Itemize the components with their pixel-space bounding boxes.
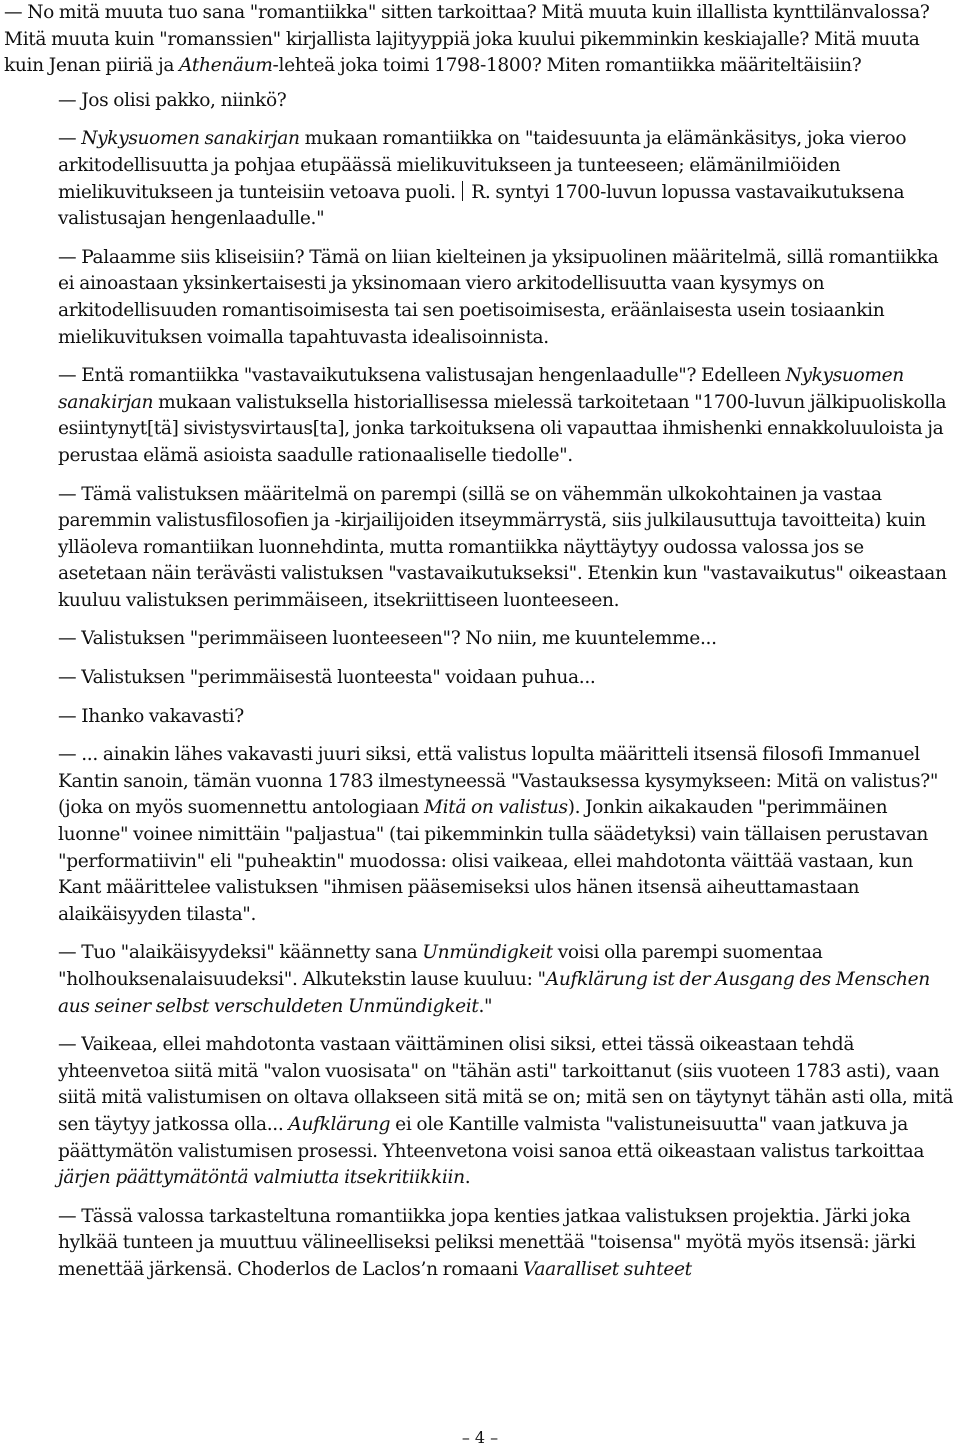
paragraph: — Valistuksen "perimmäisestä luonteesta" voidaan puhua... (58, 667, 596, 689)
italic-term: Unmündigkeit (422, 942, 553, 964)
paragraph: — Tuo "alaikäisyydeksi" käännetty sana Unmündigkeit voisi olla parempi suomentaa "holhouksenalaisuudeksi". Alkutekstin lause kuuluu: "Aufklärung ist der Ausgang des Menschen aus seiner selbst verschuldeten Unmündigkeit." (58, 942, 930, 1017)
paragraph: — Valistuksen "perimmäiseen luonteeseen"? No niin, me kuuntelemme... (58, 628, 717, 650)
italic-title: Vaaralliset suhteet (522, 1258, 692, 1280)
italic-term: Nykysuomen sanakirjan (81, 128, 300, 150)
paragraph: — ... ainakin lähes vakavasti juuri siksi, että valistus lopulta määritteli itsensä filosofi Immanuel Kantin sanoin, tämän vuonna 1783 ilmestyneessä "Vastauksessa kysymykseen: Mitä on valistus?" (joka on myös suomennettu antologiaan Mitä on valistus). Jonkin aikakauden "perimmäinen luonne" voinee nimittäin "paljastua" (tai pikemminkin tulla säädetyksi) vain tällaisen perustavan "performatiivin" eli "puheaktin" muodossa: olisi vaikeaa, ellei mahdotonta väittää vastaan, kun Kant määrittelee valistuksen "ihmisen pääsemiseksi ulos hänen itsensä aiheuttamastaan alaikäisyyden tilasta". (58, 744, 939, 925)
italic-quote: Aufklärung ist der Ausgang des Menschen aus seiner selbst verschuldeten Unmündigkeit (58, 969, 930, 1017)
paragraph: — Vaikeaa, ellei mahdotonta vastaan väittäminen olisi siksi, ettei tässä oikeastaan tehdä yhteenvetoa siitä mitä "valon vuosisata" on "tähän asti" tarkoittanut (siis vuoteen 1783 asti), vaan siitä mitä valistumisen on oltava ollakseen sitä mitä se on; mitä sen on täytynyt tähän asti olla, mitä sen täytyy jatkossa olla... Aufklärung ei ole Kantille valmista "valistuneisuutta" vaan jatkuva ja päättymätön valistumisen prosessi. Yhteenvetona voisi sanoa että oikeastaan valistus tarkoittaa järjen päättymätöntä valmiutta itsekritiikkiin. (58, 1034, 954, 1189)
italic-term: Aufklärung (288, 1113, 391, 1135)
paragraph: — Nykysuomen sanakirjan mukaan romantiikka on "taidesuunta ja elämänkäsitys, joka vieroo arkitodellisuutta ja pohjaa etupäässä mielikuvitukseen ja tunteeseen; elämänilmiöiden mielikuvitukseen ja tunteisiin vetoava puoli. R. syntyi 1700-luvun lopussa vastavaikutuksena valistusajan hengenlaadulle." (58, 128, 907, 230)
italic-term: Mitä on valistus (423, 797, 568, 819)
document-page (4, 0, 956, 1284)
italic-phrase: järjen päättymätöntä valmiutta itsekritiikkiin (58, 1167, 465, 1189)
vertical-bar-mark (462, 181, 464, 201)
paragraph: — Ihanko vakavasti? (58, 705, 244, 727)
paragraph: — No mitä muuta tuo sana "romantiikka" sitten tarkoittaa? Mitä muuta kuin illallista kynttilänvalossa? Mitä muuta kuin "romanssien" kirjallista lajityyppiä joka kuului pikemminkin keskiajalle? Mitä muuta kuin Jenan piiriä ja Athenäum-lehteä joka toimi 1798-1800? Miten romantiikka määriteltäisiin? (4, 2, 930, 77)
paragraph: — Jos olisi pakko, niinkö? (58, 89, 287, 111)
paragraph: — Entä romantiikka "vastavaikutuksena valistusajan hengenlaadulle"? Edelleen Nykysuomen sanakirjan mukaan valistuksella historiallisessa mielessä tarkoitetaan "1700-luvun jälkipuoliskolla esiintynyt[tä] sivistysvirtaus[ta], jonka tarkoituksena oli vapauttaa ihmishenki ennakkoluuloista ja perustaa elämä asioista saadulle rationaaliselle tiedolle". (58, 365, 947, 466)
italic-term: Nykysuomen sanakirjan (58, 365, 904, 413)
italic-term: Athenäum (179, 55, 273, 77)
paragraph: — Tämä valistuksen määritelmä on parempi (sillä se on vähemmän ulkokohtainen ja vastaa paremmin valistusfilosofien ja -kirjailijoiden itseymmärrystä, siis julkilausuttuja tavoitteita) kuin ylläoleva romantiikan luonnehdinta, mutta romantiikka näyttäytyy oudossa valossa jos se asetetaan näin terävästi valistuksen "vastavaikutukseksi". Etenkin kun "vastavaikutus" oikeastaan kuuluu valistuksen perimmäiseen, itsekriittiseen luonteeseen. (58, 483, 947, 611)
page-number: – 4 – (461, 1428, 499, 1447)
paragraph: — Tässä valossa tarkasteltuna romantiikka jopa kenties jatkaa valistuksen projektia. Järki joka hylkää tunteen ja muuttuu välineelliseksi peliksi menettää "toisensa" myötä myös itsensä: järki menettää järkensä. Choderlos de Laclos’n romaani Vaaralliset suhteet (58, 1205, 916, 1280)
paragraph: — Palaamme siis kliseisiin? Tämä on liian kielteinen ja yksipuolinen määritelmä, sillä romantiikka ei ainoastaan yksinkertaisesti ja yksinomaan viero arkitodellisuutta vaan kysymys on arkitodellisuuden romantisoimisesta tai sen poetisoimisesta, eräänlaisesta usein tosiaankin mielikuvituksen voimalla tapahtuvasta idealisoinnista. (58, 246, 939, 348)
